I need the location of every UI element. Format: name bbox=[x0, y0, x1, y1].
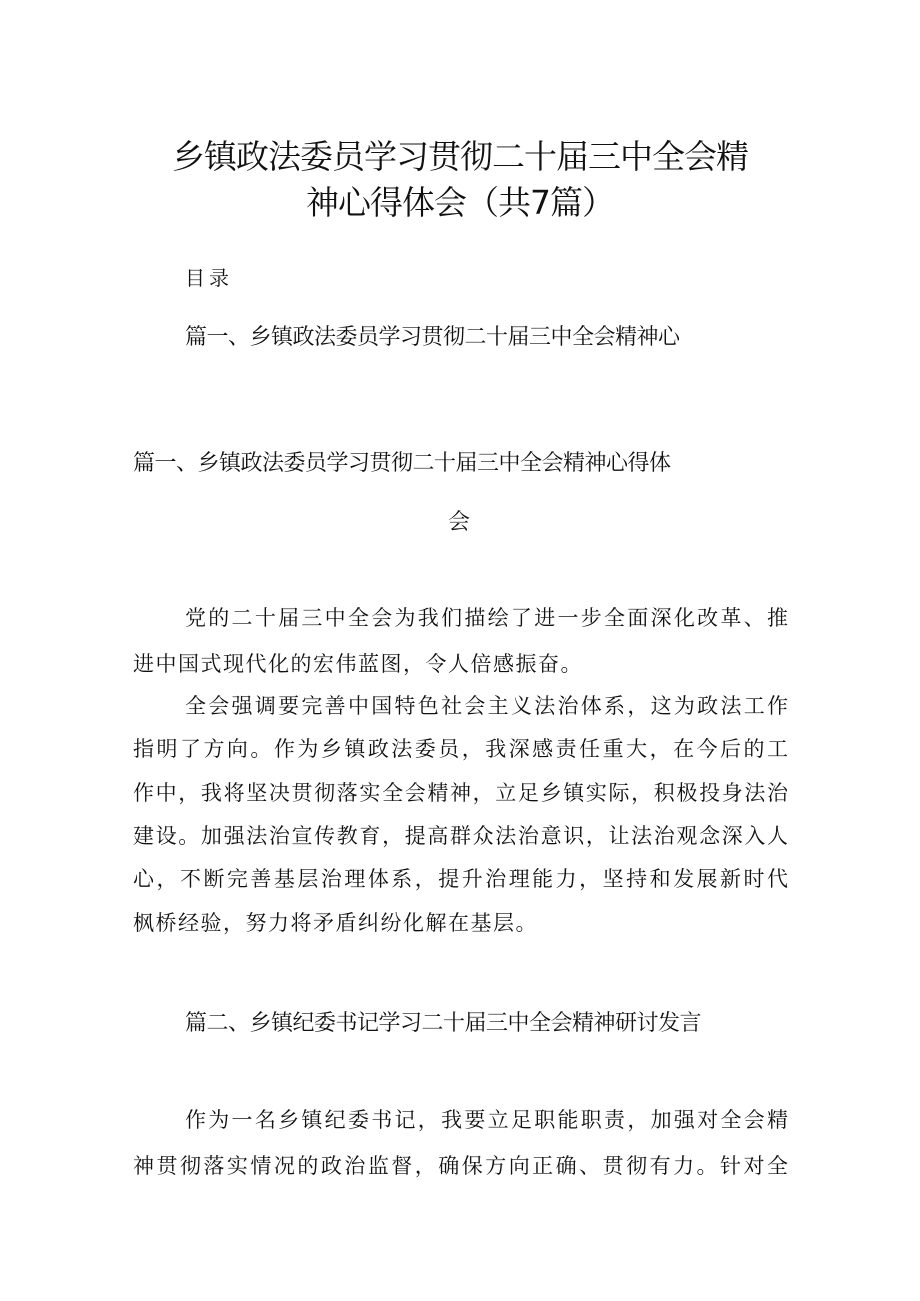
section-1-paragraph-1-line-2: 进中国式现代化的宏伟蓝图，令人倍感振奋。 bbox=[133, 652, 583, 676]
document-title-line-1: 乡镇政法委员学习贯彻二十届三中全会精 bbox=[172, 137, 748, 176]
section-2-heading: 篇二、乡镇纪委书记学习二十届三中全会精神研讨发言 bbox=[185, 1011, 702, 1036]
section-2-paragraph-1-line-1: 作为一名乡镇纪委书记，我要立足职能职责，加强对全会精 bbox=[185, 1108, 788, 1132]
section-1-heading-line-2: 会 bbox=[448, 510, 470, 535]
section-1-paragraph-2-line-6: 枫桥经验，努力将矛盾纠纷化解在基层。 bbox=[133, 911, 538, 935]
toc-item-1[interactable]: 篇一、乡镇政法委员学习贯彻二十届三中全会精神心 bbox=[185, 325, 680, 350]
section-1-paragraph-2-line-2: 指明了方向。作为乡镇政法委员，我深感责任重大，在今后的工 bbox=[133, 737, 788, 761]
section-1-paragraph-2-line-5: 心，不断完善基层治理体系，提升治理能力，坚持和发展新时代 bbox=[133, 867, 788, 891]
section-1-paragraph-2-line-4: 建设。加强法治宣传教育，提高群众法治意识，让法治观念深入人 bbox=[133, 824, 788, 848]
section-2-paragraph-1-line-2: 神贯彻落实情况的政治监督，确保方向正确、贯彻有力。针对全 bbox=[133, 1154, 788, 1178]
document-title-line-2: 神心得体会（共7篇） bbox=[306, 183, 614, 222]
section-1-paragraph-2-line-1: 全会强调要完善中国特色社会主义法治体系，这为政法工作 bbox=[185, 694, 788, 718]
section-1-paragraph-1-line-1: 党的二十届三中全会为我们描绘了进一步全面深化改革、推 bbox=[185, 606, 788, 630]
section-1-heading-line-1: 篇一、乡镇政法委员学习贯彻二十届三中全会精神心得体 bbox=[133, 451, 671, 476]
section-1-paragraph-2-line-3: 作中，我将坚决贯彻落实全会精神，立足乡镇实际，积极投身法治 bbox=[133, 781, 788, 805]
toc-label: 目录 bbox=[185, 266, 233, 290]
